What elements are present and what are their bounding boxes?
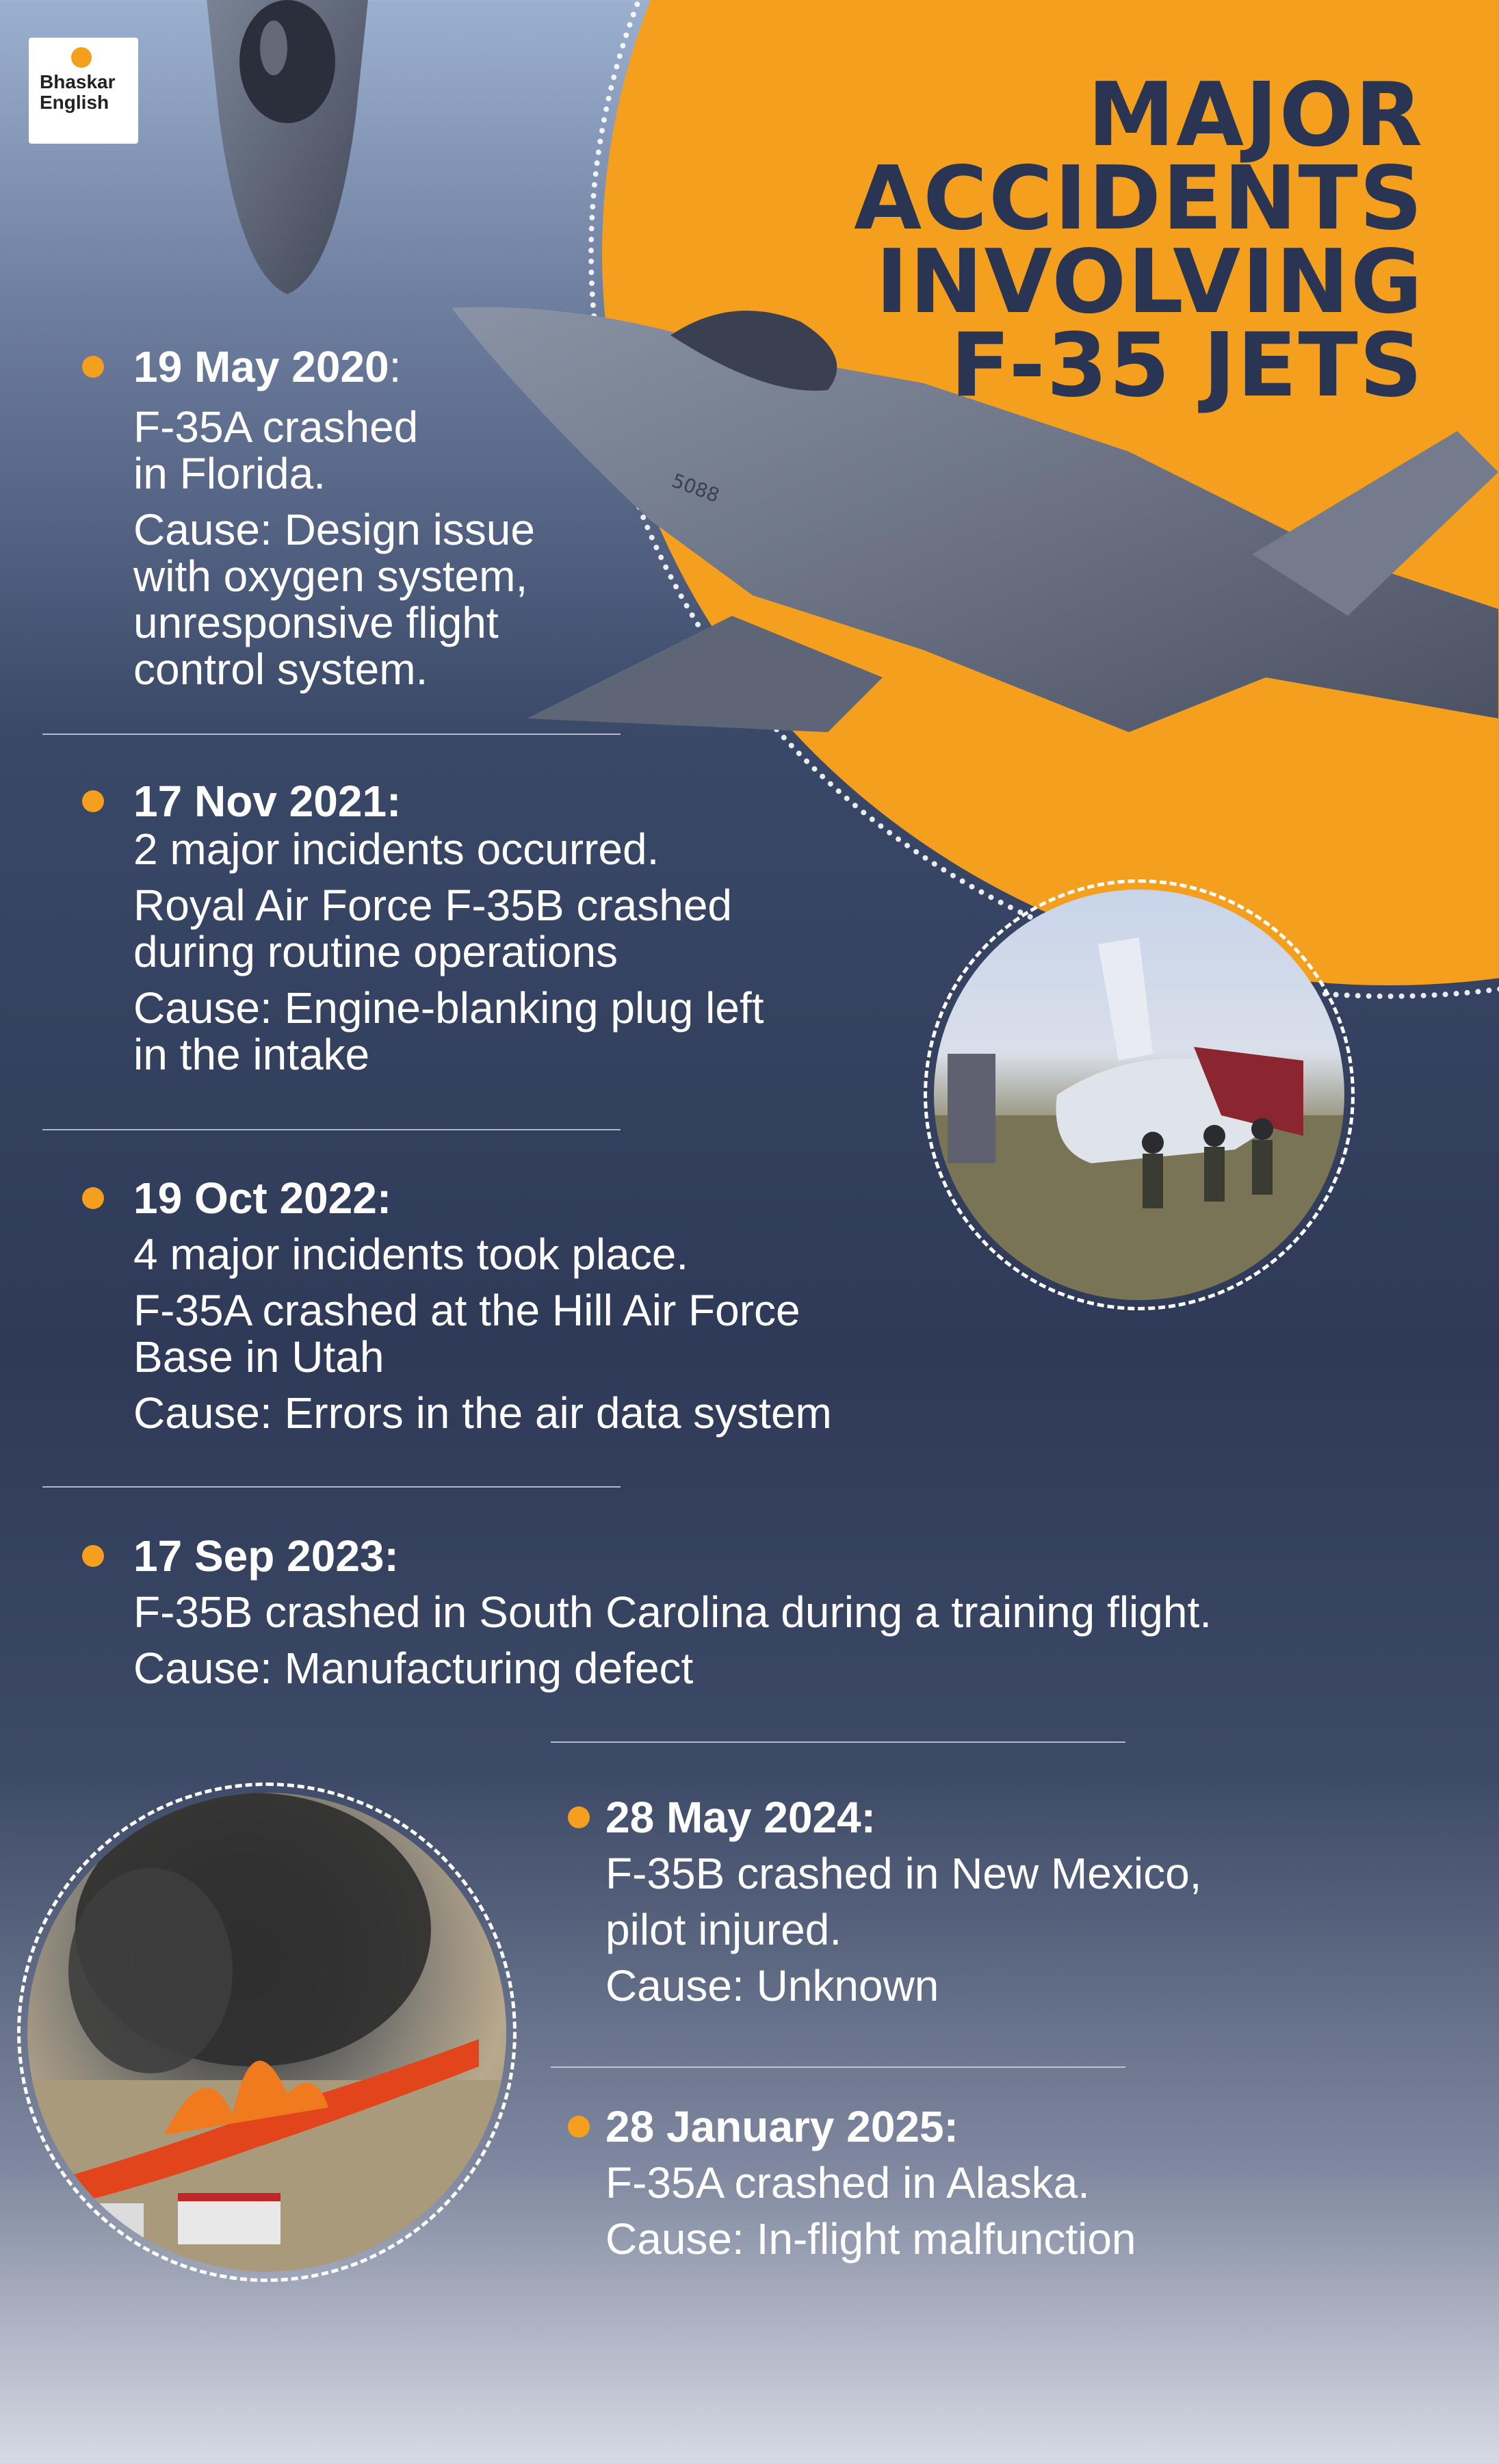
incident-entry bbox=[133, 1173, 1023, 1436]
f35-jet-top-image bbox=[185, 0, 390, 308]
title-line-4: F-35 JETS bbox=[950, 315, 1424, 417]
bullet-icon bbox=[82, 790, 104, 812]
bullet-icon bbox=[82, 1187, 104, 1209]
title-line-2: ACCIDENTS bbox=[854, 148, 1424, 250]
incident-date-suffix: : bbox=[389, 342, 402, 391]
incident-line: F-35A crashed at the Hill Air Force bbox=[133, 1286, 800, 1335]
incident-line: in the intake bbox=[133, 1030, 370, 1079]
bullet-icon bbox=[82, 356, 104, 378]
title-line-3: INVOLVING bbox=[875, 231, 1424, 333]
incident-line: 2 major incidents occurred. bbox=[133, 825, 660, 874]
incident-line: in Florida. bbox=[133, 449, 326, 498]
incident-line: F-35A crashed bbox=[133, 402, 419, 452]
bhaskar-english-logo bbox=[29, 38, 138, 144]
incident-line: F-35B crashed in New Mexico, bbox=[605, 1849, 1202, 1898]
incident-date: 19 Oct 2022: bbox=[133, 1173, 392, 1223]
logo-dot-icon bbox=[71, 47, 92, 68]
incident-date: 28 May 2024: bbox=[605, 1793, 876, 1842]
incident-line: Base in Utah bbox=[133, 1332, 384, 1382]
page-title bbox=[854, 64, 1424, 417]
incident-line: Cause: Errors in the air data system bbox=[133, 1388, 832, 1438]
incident-line: during routine operations bbox=[133, 927, 618, 976]
incident-line: Cause: Manufacturing defect bbox=[133, 1644, 694, 1693]
bullet-icon bbox=[568, 1806, 590, 1828]
incident-line: unresponsive flight bbox=[133, 598, 499, 647]
photo-ring-2 bbox=[17, 1782, 517, 2282]
incident-line: control system. bbox=[133, 645, 428, 694]
bullet-icon bbox=[82, 1545, 104, 1567]
incident-line: Cause: Engine-blanking plug left bbox=[133, 983, 764, 1033]
incident-line: Royal Air Force F-35B crashed bbox=[133, 881, 732, 930]
incident-line: F-35A crashed in Alaska. bbox=[605, 2158, 1090, 2207]
incident-entry bbox=[133, 342, 681, 692]
incident-line: Cause: In-flight malfunction bbox=[605, 2214, 1136, 2264]
title-line-1: MAJOR bbox=[1087, 64, 1424, 166]
incident-entry bbox=[133, 777, 954, 1078]
incident-line: with oxygen system, bbox=[133, 552, 528, 601]
incident-date: 17 Sep 2023: bbox=[133, 1531, 399, 1581]
incident-line: F-35B crashed in South Carolina during a training flight. bbox=[133, 1587, 1212, 1637]
separator-line bbox=[42, 1486, 621, 1488]
incident-line: Cause: Design issue bbox=[133, 505, 535, 554]
incident-entry bbox=[133, 1531, 1474, 1691]
incident-line: pilot injured. bbox=[605, 1905, 842, 1954]
incident-date: 17 Nov 2021: bbox=[133, 777, 402, 826]
separator-line bbox=[42, 734, 621, 735]
incident-date: 28 January 2025: bbox=[605, 2102, 959, 2151]
svg-text:5088: 5088 bbox=[668, 469, 722, 507]
separator-line bbox=[551, 1741, 1125, 1743]
incident-entry bbox=[605, 2102, 1426, 2262]
incident-line: Cause: Unknown bbox=[605, 1961, 939, 2010]
separator-line bbox=[551, 2066, 1125, 2068]
separator-line bbox=[42, 1129, 621, 1130]
incident-line: 4 major incidents took place. bbox=[133, 1230, 689, 1279]
bullet-icon bbox=[568, 2116, 590, 2138]
logo-text-line1: Bhaskar bbox=[40, 71, 116, 92]
incident-date: 19 May 2020 bbox=[133, 342, 389, 391]
logo-text-line2: English bbox=[40, 92, 109, 113]
incident-entry bbox=[605, 1793, 1426, 2009]
